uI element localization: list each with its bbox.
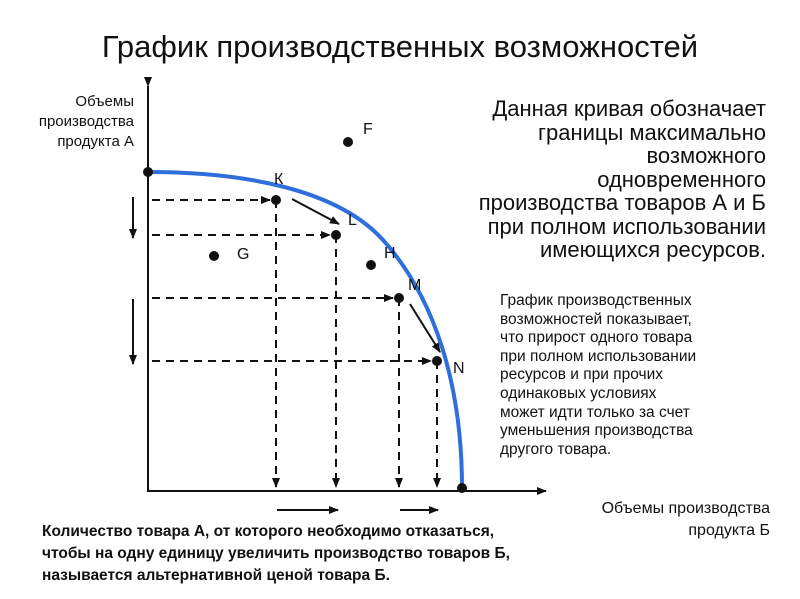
x-axis-label: Объемы производства продукта Б <box>601 500 770 539</box>
point-m <box>394 293 404 303</box>
label-point-k: К <box>274 171 284 188</box>
opportunity-cost-note: Количество товара А, от которого необходимо отказаться, чтобы на одну единицу увеличить производство товаров Б, называется альтернативной ценой товара Б. <box>42 523 510 584</box>
point-h <box>366 260 376 270</box>
point-k <box>271 195 281 205</box>
point-f <box>343 137 353 147</box>
slide-title: График производственных возможностей <box>101 29 699 64</box>
label-point-g: G <box>237 246 250 263</box>
point-b-max <box>457 483 467 493</box>
point-g <box>209 251 219 261</box>
label-point-n: N <box>453 360 465 377</box>
label-point-h: H <box>384 245 396 262</box>
guide-lines <box>152 200 437 487</box>
curve-definition-text: Данная кривая обозначает границы максимально возможного одновременного производства товаров А и Б при полном использовании имеющихся ресурсов. <box>478 96 766 262</box>
label-point-f: F <box>363 121 373 138</box>
label-point-m: M <box>408 277 422 294</box>
point-n <box>432 356 442 366</box>
label-point-l: L <box>348 212 357 229</box>
point-a-max <box>143 167 153 177</box>
point-l <box>331 230 341 240</box>
change-arrows <box>133 197 440 510</box>
y-axis-label: Объемы производства продукта А <box>38 93 134 150</box>
explanation-text: График производственных возможностей показывает, что прирост одного товара при полном использовании ресурсов и при прочих одинаковых условиях может идти только за счет уменьшения производства другого товара. <box>500 292 697 458</box>
